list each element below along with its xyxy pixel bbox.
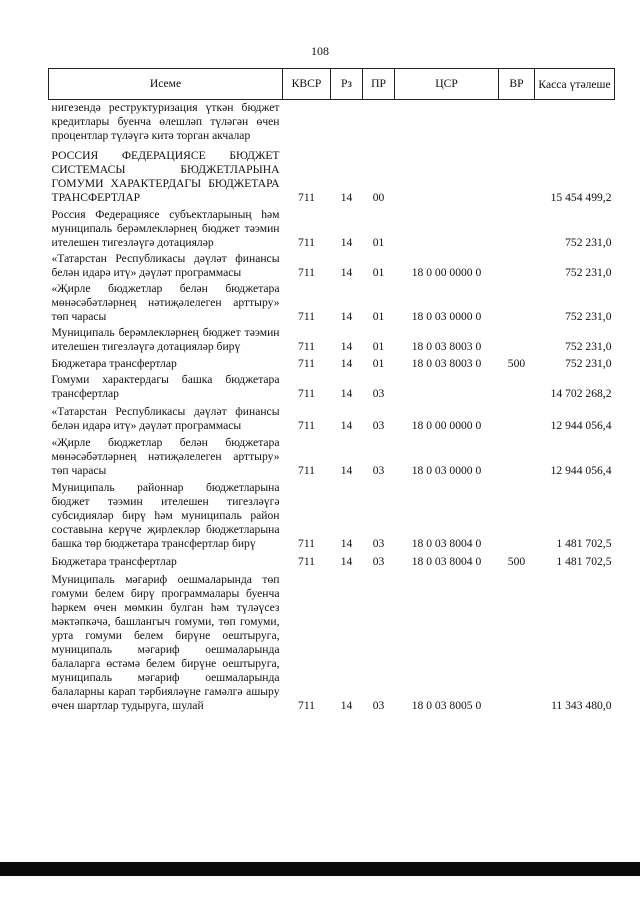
cell-rz: 14 xyxy=(340,191,353,204)
cell-amount: 12 944 056,4 xyxy=(550,464,612,477)
cell-name: Бюджетара трансфертлар xyxy=(51,555,177,568)
cell-name: Муниципаль берәмлекләрнең бюджет тәэмин ителешен тигезләүгә дотацияләр бирү xyxy=(51,326,280,353)
table-row xyxy=(49,324,615,354)
table-body xyxy=(49,100,615,714)
cell-pr xyxy=(363,100,395,144)
cell-kvsr: 711 xyxy=(298,266,315,279)
cell-kvsr: 711 xyxy=(298,340,315,353)
table-row xyxy=(49,280,615,324)
cell-rz: 14 xyxy=(340,387,353,400)
cell-amount: 1 481 702,5 xyxy=(556,555,612,568)
cell-kvsr: 711 xyxy=(298,387,315,400)
column-header-pr: ПР xyxy=(363,69,395,100)
cell-amount: 14 702 268,2 xyxy=(550,387,612,400)
cell-vr: 500 xyxy=(507,555,526,568)
cell-csr: 18 0 00 0000 0 xyxy=(411,266,482,279)
table-header-row xyxy=(49,69,615,100)
column-header-csr: ЦСР xyxy=(395,69,499,100)
cell-kvsr: 711 xyxy=(298,537,315,550)
cell-csr xyxy=(395,100,499,144)
cell-pr: 03 xyxy=(372,464,385,477)
cell-amount: 12 944 056,4 xyxy=(550,419,612,432)
cell-kvsr xyxy=(283,100,331,144)
cell-kvsr: 711 xyxy=(298,699,315,712)
cell-pr: 00 xyxy=(372,191,385,204)
cell-vr xyxy=(499,100,535,144)
cell-pr: 01 xyxy=(372,310,385,323)
cell-kvsr: 711 xyxy=(298,464,315,477)
cell-kvsr: 711 xyxy=(298,191,315,204)
page-number: 108 xyxy=(311,44,329,58)
budget-table xyxy=(48,68,615,713)
cell-kvsr: 711 xyxy=(298,357,315,370)
cell-name: нигезендә реструктуризация үткән бюджет кредитлары буенча өлешләп түләгән өчен процентлар түләүгә китә торган акчалар xyxy=(51,101,280,142)
cell-pr: 01 xyxy=(372,236,385,249)
cell-csr: 18 0 03 8005 0 xyxy=(411,699,482,712)
cell-amount: 752 231,0 xyxy=(565,236,612,249)
table-row xyxy=(49,371,615,401)
cell-name: «Җирле бюджетлар белән бюджетара мөнәсәбәтләрнең нәтиҗәлелеген арттыру» төп чарасы xyxy=(51,436,280,477)
cell-vr xyxy=(499,143,535,205)
cell-csr: 18 0 03 8004 0 xyxy=(411,555,482,568)
cell-amount: 752 231,0 xyxy=(565,310,612,323)
cell-pr: 03 xyxy=(372,387,385,400)
cell-csr: 18 0 03 8003 0 xyxy=(411,357,482,370)
cell-csr: 18 0 03 0000 0 xyxy=(411,464,482,477)
cell-vr: 500 xyxy=(507,357,526,370)
column-header-vr: ВР xyxy=(499,69,535,100)
table-row xyxy=(49,569,615,713)
cell-rz: 14 xyxy=(340,357,353,370)
cell-rz: 14 xyxy=(340,310,353,323)
cell-name: РОССИЯ ФЕДЕРАЦИЯСЕ БЮДЖЕТ СИСТЕМАСЫ БЮДЖЕТЛАРЫНА ГОМУМИ ХАРАКТЕРДАГЫ БЮДЖЕТАРА ТРАНСФЕРТЛАР xyxy=(51,149,280,204)
cell-vr xyxy=(499,433,535,478)
cell-name: Россия Федерациясе субъектларының һәм муниципаль берәмлекләрнең бюджет тәэмин ителешен тигезләүгә дотацияләр xyxy=(51,208,280,249)
cell-csr xyxy=(395,205,499,250)
cell-vr xyxy=(499,324,535,354)
cell-pr: 01 xyxy=(372,266,385,279)
scan-bottom-border xyxy=(0,862,640,876)
cell-csr: 18 0 03 0000 0 xyxy=(411,310,482,323)
cell-rz: 14 xyxy=(340,340,353,353)
cell-vr xyxy=(499,250,535,280)
table-row xyxy=(49,100,615,144)
cell-csr: 18 0 03 8003 0 xyxy=(411,340,482,353)
cell-pr: 03 xyxy=(372,419,385,432)
cell-pr: 01 xyxy=(372,340,385,353)
cell-csr: 18 0 03 8004 0 xyxy=(411,537,482,550)
table-row xyxy=(49,551,615,569)
table-row xyxy=(49,250,615,280)
cell-name: Муниципаль мәгариф оешмаларында төп гомуми белем бирү программалары буенча һәркем өчен мөмкин булган һәм түләүсез мәктәпкәчә, башлангыч гомуми, төп гомуми, урта гомуми белем бирүне оештыруга, муниципаль мәгариф оешмаларында балаларга өстәмә белем бирүне оештыруга, муниципаль мәгариф оешмаларында балаларны карап тәрбияләүне гамәлгә ашыру өчен шартлар тудыруга, шулай xyxy=(51,573,280,712)
table-row xyxy=(49,478,615,551)
cell-rz: 14 xyxy=(340,537,353,550)
cell-amount: 15 454 499,2 xyxy=(550,191,612,204)
cell-pr: 03 xyxy=(372,699,385,712)
column-header-kvsr: КВСР xyxy=(283,69,331,100)
cell-kvsr: 711 xyxy=(298,236,315,249)
cell-csr: 18 0 00 0000 0 xyxy=(411,419,482,432)
cell-csr xyxy=(395,143,499,205)
cell-kvsr: 711 xyxy=(298,310,315,323)
column-header-rz: Рз xyxy=(331,69,363,100)
cell-name: «Татарстан Республикасы дәүләт финансы белән идарә итү» дәүләт программасы xyxy=(51,252,280,279)
cell-amount: 11 343 480,0 xyxy=(551,699,612,712)
cell-vr xyxy=(499,401,535,433)
column-header-name: Исеме xyxy=(49,69,283,100)
cell-amount: 752 231,0 xyxy=(565,357,612,370)
cell-vr xyxy=(499,569,535,713)
table-row xyxy=(49,354,615,371)
cell-rz: 14 xyxy=(340,464,353,477)
table-row xyxy=(49,433,615,478)
cell-rz xyxy=(331,100,363,144)
cell-rz: 14 xyxy=(340,419,353,432)
cell-pr: 03 xyxy=(372,537,385,550)
cell-amount: 752 231,0 xyxy=(565,340,612,353)
cell-vr xyxy=(499,205,535,250)
cell-name: Муниципаль районнар бюджетларына бюджет тәэмин ителешен тигезләүгә субсидияләр бирү һәм муниципаль район составына керүче җирлекләр бюджетларына башка төр бюджетара трансфертлар бирү xyxy=(51,481,280,550)
cell-vr xyxy=(499,280,535,324)
cell-amount: 752 231,0 xyxy=(565,266,612,279)
cell-pr: 01 xyxy=(372,357,385,370)
table-row xyxy=(49,205,615,250)
cell-name: «Татарстан Республикасы дәүләт финансы белән идарә итү» дәүләт программасы xyxy=(51,405,280,432)
table-row xyxy=(49,143,615,205)
cell-rz: 14 xyxy=(340,266,353,279)
cell-csr xyxy=(395,371,499,401)
cell-pr: 03 xyxy=(372,555,385,568)
cell-kvsr: 711 xyxy=(298,555,315,568)
column-header-amount: Касса үтәлеше xyxy=(535,69,615,100)
cell-rz: 14 xyxy=(340,236,353,249)
cell-amount: 1 481 702,5 xyxy=(556,537,612,550)
cell-name: Гомуми характердагы башка бюджетара трансфертлар xyxy=(51,373,280,400)
cell-name: Бюджетара трансфертлар xyxy=(51,357,177,370)
cell-kvsr: 711 xyxy=(298,419,315,432)
cell-vr xyxy=(499,478,535,551)
cell-rz: 14 xyxy=(340,699,353,712)
cell-name: «Җирле бюджетлар белән бюджетара мөнәсәбәтләрнең нәтиҗәлелеген арттыру» төп чарасы xyxy=(51,282,280,323)
cell-rz: 14 xyxy=(340,555,353,568)
cell-vr xyxy=(499,371,535,401)
cell-amount xyxy=(535,100,615,144)
table-row xyxy=(49,401,615,433)
